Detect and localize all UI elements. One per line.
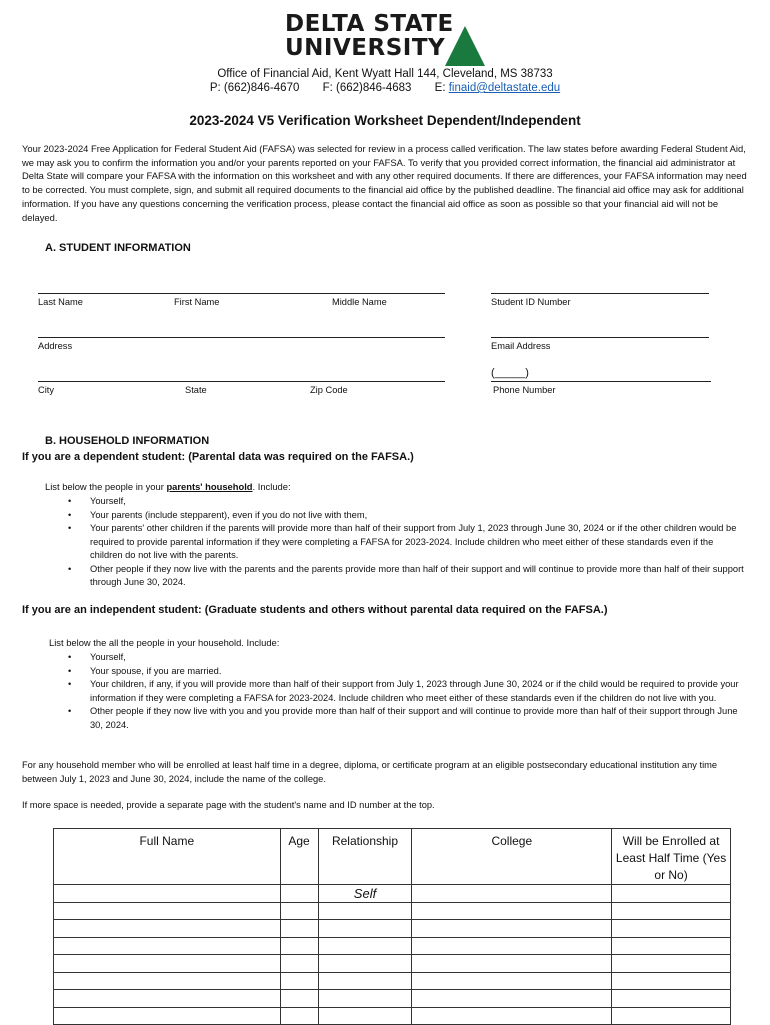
university-logo: [285, 12, 495, 64]
dep-intro-post: . Include:: [252, 481, 291, 492]
col-college: College: [412, 829, 612, 885]
list-item: [68, 509, 745, 523]
table-cell[interactable]: [318, 972, 412, 990]
list-item-text: Your spouse, if you are married.: [90, 665, 222, 676]
table-cell[interactable]: [280, 937, 318, 955]
table-cell[interactable]: [54, 920, 281, 938]
dependent-list-intro: [45, 481, 291, 492]
col-relationship: Relationship: [318, 829, 412, 885]
list-item: [68, 705, 745, 732]
office-address: Office of Financial Aid, Kent Wyatt Hall 144, Cleveland, MS 38733: [217, 68, 553, 80]
bullet-icon: •: [68, 665, 72, 676]
table-row: [54, 990, 731, 1008]
name-line[interactable]: [38, 293, 445, 294]
household-table: [53, 828, 731, 1025]
col-full-name: Full Name: [54, 829, 281, 885]
table-cell[interactable]: [280, 955, 318, 973]
delta-triangle-icon: [445, 26, 485, 66]
city-label: City: [38, 385, 55, 395]
email-contact: [435, 82, 560, 94]
table-cell[interactable]: [412, 937, 612, 955]
independent-list-intro: List below the all the people in your household. Include:: [49, 637, 280, 648]
email-prefix: E:: [434, 82, 449, 94]
table-cell[interactable]: [412, 955, 612, 973]
dependent-question: If you are a dependent student: (Parental data was required on the FAFSA.): [22, 451, 414, 463]
independent-question: If you are an independent student: (Graduate students and others without parental data required on the FAFSA.): [22, 604, 608, 616]
table-cell[interactable]: [54, 937, 281, 955]
fax-number: F: (662)846-4683: [322, 82, 412, 94]
table-cell[interactable]: [612, 990, 731, 1008]
table-cell[interactable]: [412, 902, 612, 920]
document-title: 2023-2024 V5 Verification Worksheet Dependent/Independent: [189, 113, 581, 128]
table-cell[interactable]: [54, 1007, 281, 1025]
table-cell[interactable]: [318, 937, 412, 955]
table-cell[interactable]: [612, 955, 731, 973]
intro-paragraph: Your 2023-2024 Free Application for Federal Student Aid (FAFSA) was selected for review in a process called verification. The law states before awarding Federal Student Aid, we may ask you to confirm the information you and/or your parents reported on your FAFSA. To verify that you provided correct information, the financial aid administrator at Delta State will compare your FAFSA with the information on this worksheet and with any other required documents. If there are differences, your FAFSA information may need to be corrected. You must complete, sign, and submit all required documents to the financial aid office by the published deadline. The financial aid office may ask for additional information. If you have any questions concerning the verification process, please contact the financial aid office as soon as possible so that your financial aid will not be delayed.: [22, 143, 747, 223]
list-item-text: Your parents' other children if the parents will provide more than half of their support from July 1, 2023 through June 30, 2024 or if the other children would be required to provide parental information if they were completing a FAFSA for 2023-2024. Include children who meet either of these standards even if the children do not live with the parents.: [90, 523, 737, 560]
table-cell[interactable]: [54, 990, 281, 1008]
self-cell: Self: [318, 885, 412, 903]
parents-household: parents' household: [166, 481, 253, 492]
list-item-text: Yourself,: [90, 652, 126, 662]
table-row: [54, 1007, 731, 1025]
table-cell[interactable]: [318, 920, 412, 938]
table-cell[interactable]: [412, 1007, 612, 1025]
table-cell[interactable]: [612, 1007, 731, 1025]
col-enrolled: Will be Enrolled at Least Half Time (Yes or No): [612, 829, 731, 885]
list-item-text: Yourself,: [90, 496, 126, 506]
table-cell[interactable]: [280, 885, 318, 903]
bullet-icon: •: [68, 652, 72, 662]
student-id-label: Student ID Number: [491, 297, 571, 307]
first-name-label: First Name: [174, 297, 220, 307]
table-cell[interactable]: [412, 920, 612, 938]
list-item: [68, 678, 745, 705]
phone-line[interactable]: [491, 381, 711, 382]
table-cell[interactable]: [280, 902, 318, 920]
middle-name-label: Middle Name: [332, 297, 387, 307]
logo-wordmark: [285, 12, 454, 60]
table-cell[interactable]: [318, 902, 412, 920]
table-row: [54, 920, 731, 938]
table-cell[interactable]: [280, 1007, 318, 1025]
table-cell[interactable]: [612, 920, 731, 938]
table-cell[interactable]: [412, 990, 612, 1008]
table-cell[interactable]: [412, 885, 612, 903]
list-item: [68, 563, 745, 590]
address-label: Address: [38, 341, 73, 351]
table-cell[interactable]: [612, 902, 731, 920]
email-address-label: Email Address: [491, 341, 551, 351]
logo-line-1: DELTA STATE: [285, 11, 454, 37]
table-cell[interactable]: [318, 1007, 412, 1025]
section-a-heading: A. STUDENT INFORMATION: [45, 242, 191, 254]
logo-line-2: UNIVERSITY: [285, 35, 446, 61]
phone-area-code: (_____): [491, 367, 529, 379]
list-item: [68, 651, 745, 665]
section-b-heading: B. HOUSEHOLD INFORMATION: [45, 435, 210, 447]
table-row: [54, 955, 731, 973]
table-row: [54, 902, 731, 920]
city-state-zip-line[interactable]: [38, 381, 445, 382]
dependent-list: [68, 495, 745, 590]
table-cell[interactable]: [612, 885, 731, 903]
list-item: [68, 665, 745, 679]
list-item-text: Your children, if any, if you will provide more than half of their support from July 1, 2023 through June 30, 2024 or if the child would be required to provide your information if they were completing a FAFSA for 2023-2024. Include children who meet either of these standards even if the children do not live with you.: [90, 679, 739, 703]
phone-number: P: (662)846-4670: [209, 82, 300, 94]
zip-label: Zip Code: [310, 385, 348, 395]
table-row: [54, 885, 731, 903]
contact-line: [0, 82, 770, 94]
bullet-icon: •: [68, 679, 72, 689]
table-cell[interactable]: [54, 955, 281, 973]
email-address-line[interactable]: [491, 337, 709, 338]
list-item: [68, 495, 745, 509]
table-row: [54, 972, 731, 990]
table-header-row: [54, 829, 731, 885]
list-item-text: Your parents (include stepparent), even if you do not live with them,: [90, 509, 368, 520]
table-cell[interactable]: [318, 955, 412, 973]
dep-intro-pre: List below the people in your: [45, 481, 167, 492]
last-name-label: Last Name: [38, 297, 83, 307]
table-cell[interactable]: [280, 920, 318, 938]
address-line[interactable]: [38, 337, 445, 338]
table-cell[interactable]: [280, 990, 318, 1008]
list-item-text: Other people if they now live with the parents and the parents provide more than half of their support and will continue to provide more than half of their support through June 30, 2024.: [90, 563, 744, 587]
space-note: If more space is needed, provide a separate page with the student's name and ID number at the top.: [22, 800, 435, 810]
table-cell[interactable]: [612, 937, 731, 955]
col-age: Age: [280, 829, 318, 885]
list-item-text: Other people if they now live with you and you provide more than half of their support and will continue to provide more than half of their support through June 30, 2024.: [90, 706, 738, 730]
state-label: State: [185, 385, 207, 395]
phone-label: Phone Number: [493, 385, 556, 395]
email-link[interactable]: finaid@deltastate.edu: [448, 82, 561, 94]
independent-list: [68, 651, 745, 732]
table-cell[interactable]: [318, 990, 412, 1008]
table-cell[interactable]: [280, 972, 318, 990]
table-cell[interactable]: [412, 972, 612, 990]
list-item: [68, 522, 745, 563]
table-cell[interactable]: [54, 972, 281, 990]
table-cell[interactable]: [54, 885, 281, 903]
bullet-icon: •: [68, 706, 72, 716]
bullet-icon: •: [68, 496, 72, 506]
table-row: [54, 937, 731, 955]
bullet-icon: •: [68, 563, 72, 574]
table-cell[interactable]: [612, 972, 731, 990]
bullet-icon: •: [68, 523, 72, 533]
enrolled-note: For any household member who will be enrolled at least half time in a degree, diploma, or certificate program at an eligible postsecondary educational institution any time between July 1, 2023 and June 30, 2024, include the name of the college.: [22, 760, 718, 784]
bullet-icon: •: [68, 509, 72, 520]
student-id-line[interactable]: [491, 293, 709, 294]
table-cell[interactable]: [54, 902, 281, 920]
